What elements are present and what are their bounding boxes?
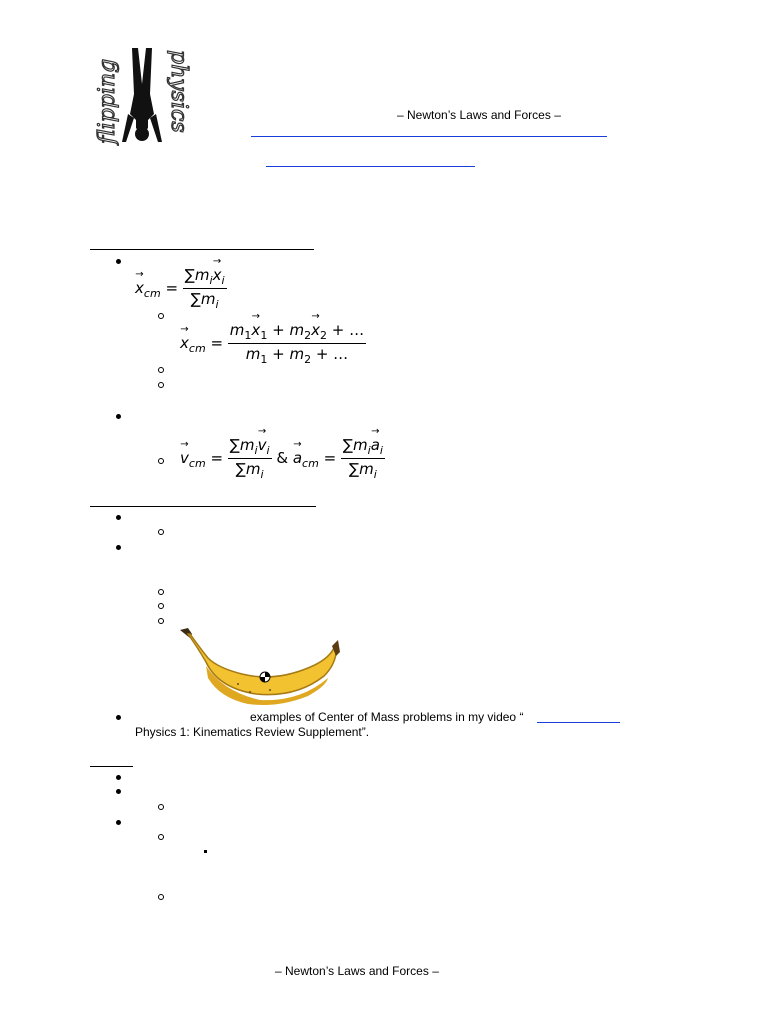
header-title: – Newton’s Laws and Forces – bbox=[397, 108, 561, 122]
sub-bullet bbox=[158, 804, 164, 810]
svg-text:flipping: flipping bbox=[95, 58, 120, 144]
video-link-underline[interactable] bbox=[537, 722, 620, 723]
equation-center-of-mass-velocity-acceleration: → $v_{cm}$ = $\frac{\sum m_i\to v_i}{\sum m_i}$ & → $a_{cm}$ = $\frac{\sum m_i\to a_i}{\sum m_i}$ bbox=[180, 436, 385, 481]
section-3-heading-underline bbox=[90, 766, 133, 767]
sub-sub-bullet bbox=[204, 850, 207, 853]
section-1-heading-underline bbox=[90, 249, 314, 250]
flipping-physics-logo bbox=[92, 44, 196, 150]
center-of-mass-marker-icon bbox=[260, 672, 270, 682]
sub-bullet bbox=[158, 894, 164, 900]
equation-center-of-mass-position: → $x_{cm}$ = $\frac{\sum m_i\to x_i}{\sum m_i}$ bbox=[135, 266, 227, 311]
bullet bbox=[116, 545, 121, 550]
handstand-figure-icon bbox=[92, 44, 196, 150]
bullet bbox=[116, 789, 121, 794]
sub-bullet bbox=[158, 529, 164, 535]
bullet bbox=[116, 414, 121, 419]
banana-example-text: examples of Center of Mass problems in my video “ bbox=[250, 710, 524, 724]
sub-bullet bbox=[158, 458, 164, 464]
banana-example-text-continued: Physics 1: Kinematics Review Supplement”. bbox=[135, 725, 370, 739]
sub-bullet bbox=[158, 618, 164, 624]
bullet bbox=[116, 715, 121, 720]
section-2-heading-underline bbox=[90, 506, 316, 507]
banana-center-of-mass-image bbox=[178, 626, 340, 710]
bullet bbox=[116, 515, 121, 520]
sub-bullet bbox=[158, 367, 164, 373]
sub-bullet bbox=[158, 589, 164, 595]
sub-bullet bbox=[158, 834, 164, 840]
header-link-underline-2[interactable] bbox=[266, 166, 475, 167]
svg-text:physics: physics bbox=[166, 50, 191, 133]
equation-center-of-mass-expanded: → $x_{cm}$ = $\frac{m_1\to x_1 + m_2\to x_2 + \dots}{m_1 + m_2 + \dots}$ bbox=[180, 321, 366, 366]
bullet bbox=[116, 259, 121, 264]
bullet bbox=[116, 775, 121, 780]
header-link-underline-1[interactable] bbox=[251, 136, 607, 137]
sub-bullet bbox=[158, 382, 164, 388]
bullet bbox=[116, 820, 121, 825]
footer-title: – Newton’s Laws and Forces – bbox=[275, 964, 439, 978]
sub-bullet bbox=[158, 313, 164, 319]
sub-bullet bbox=[158, 603, 164, 609]
